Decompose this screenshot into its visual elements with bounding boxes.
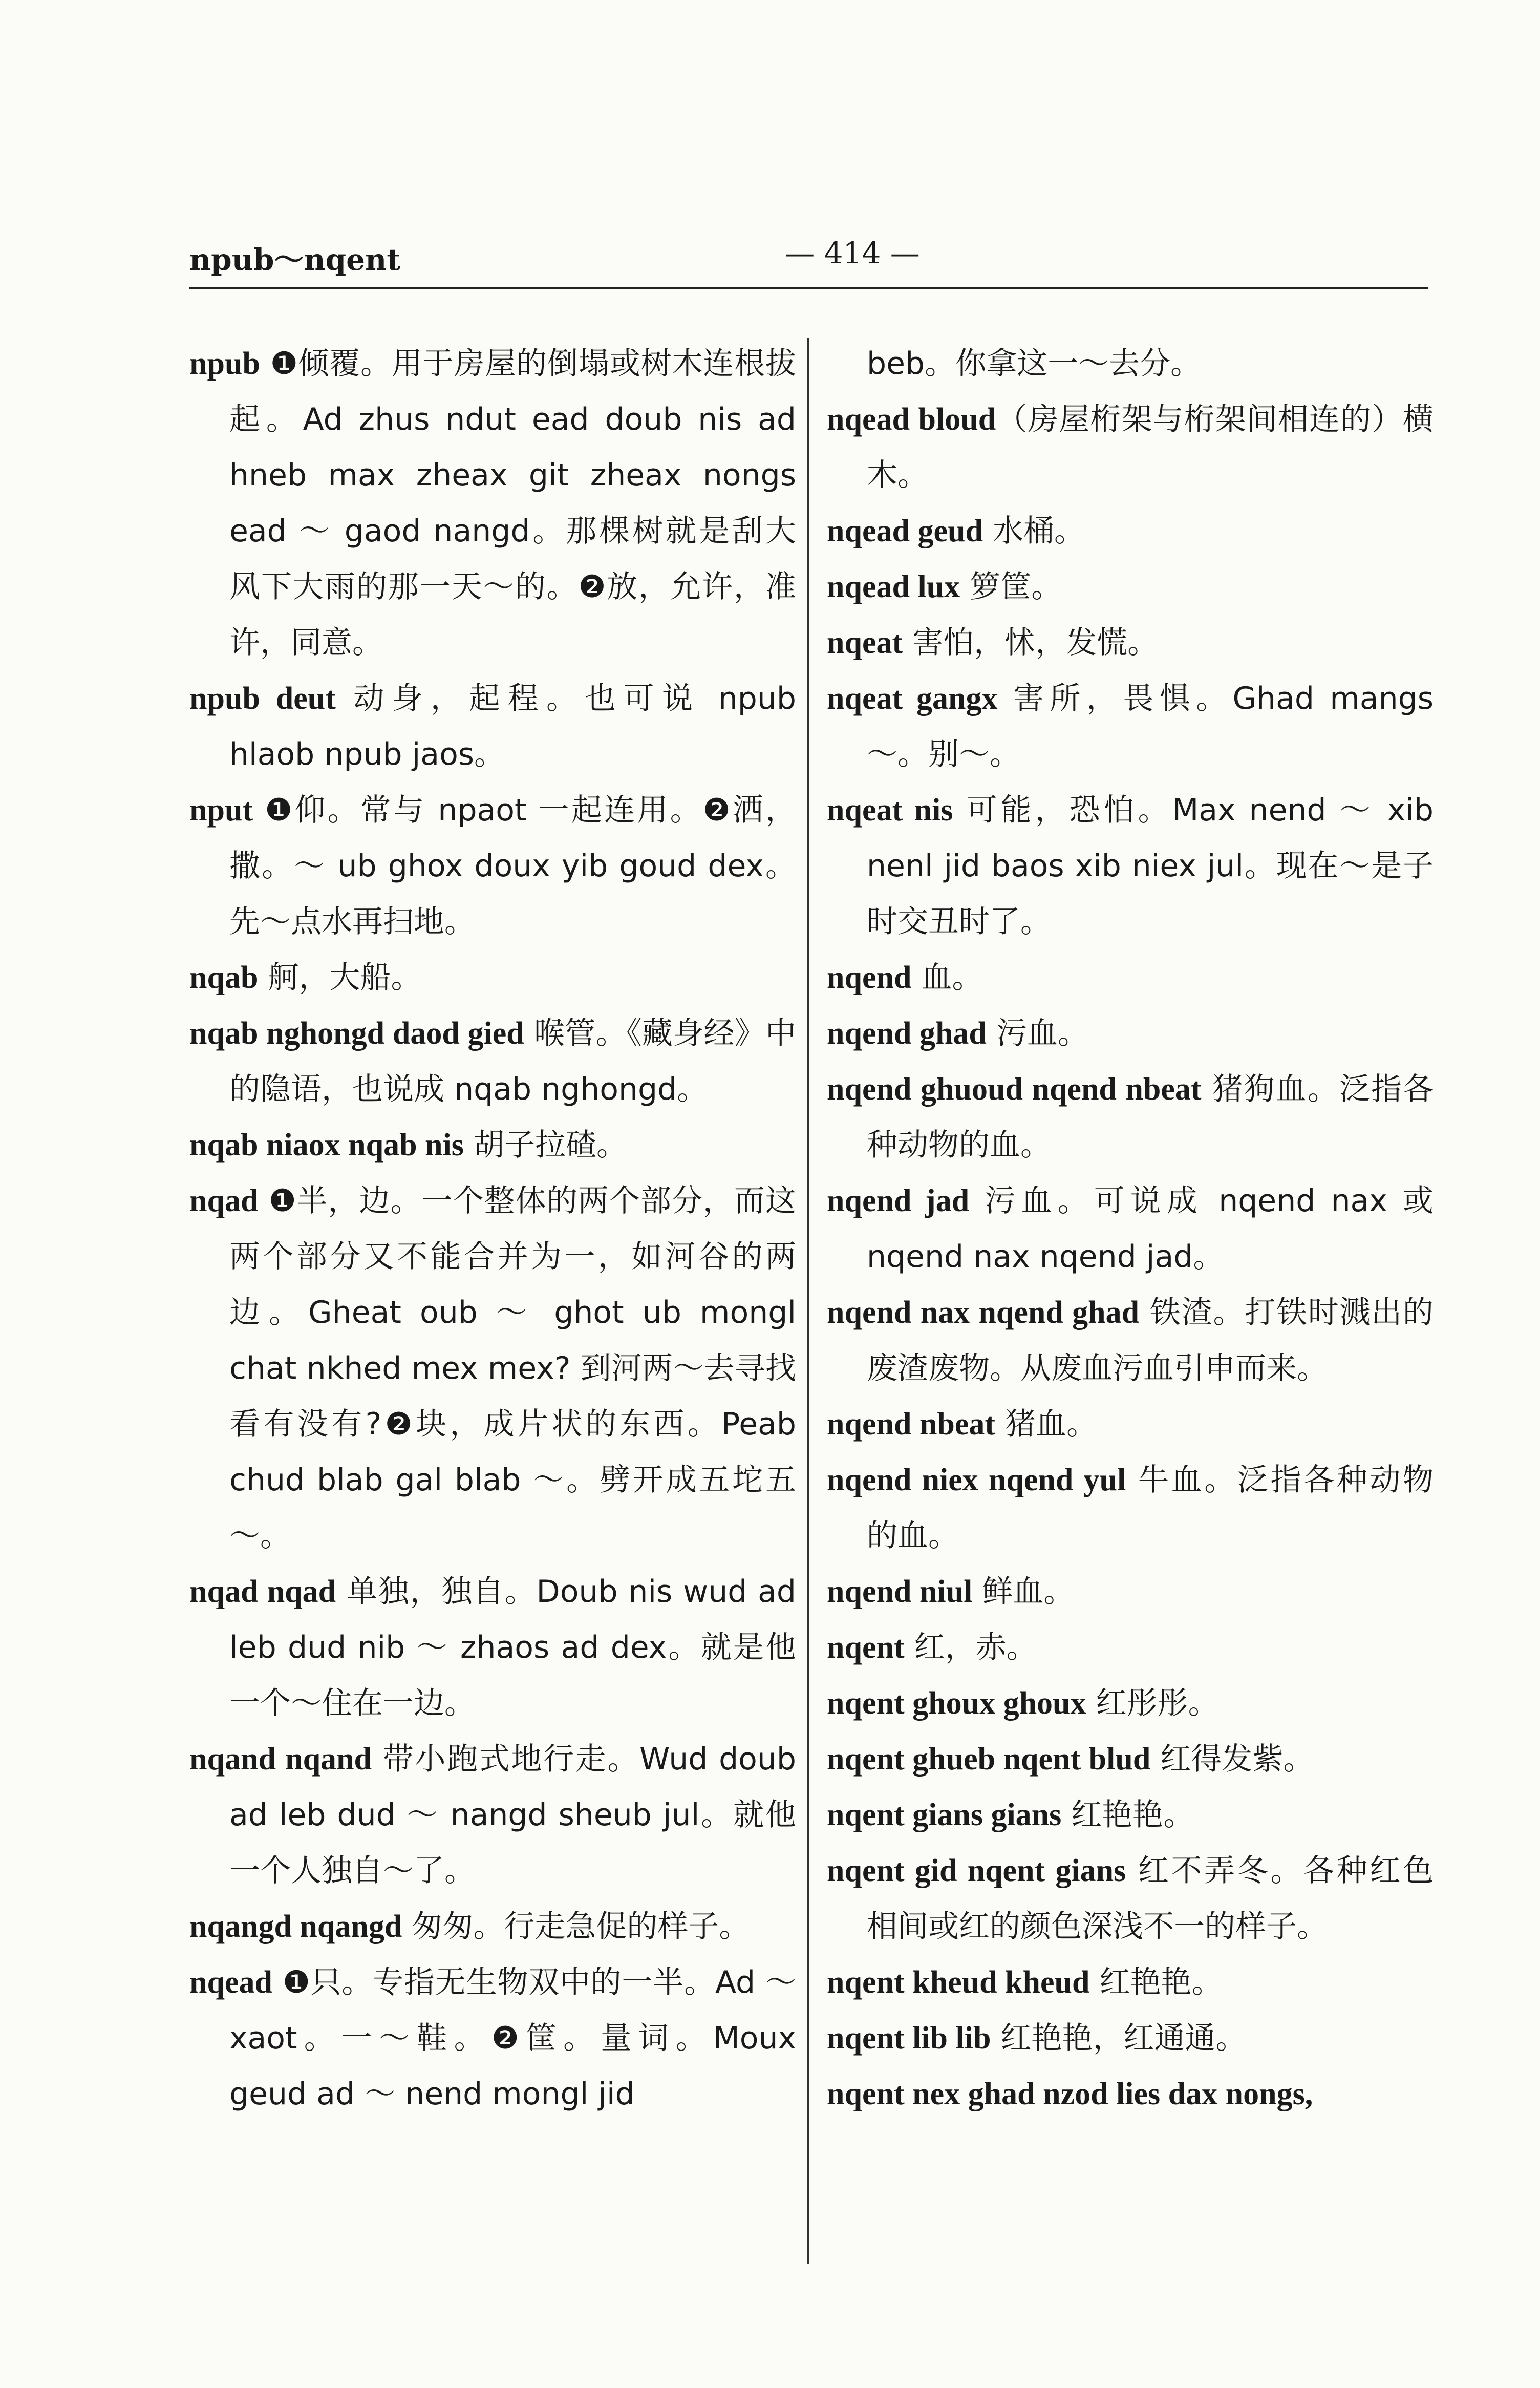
entry-headword: nqab niaox nqab nis — [189, 1128, 464, 1163]
entry-headword: nqent — [827, 1630, 905, 1665]
dictionary-entry — [827, 2066, 1434, 2122]
dictionary-entry — [189, 1173, 796, 1563]
entry-headword: nqead — [189, 1965, 272, 2000]
entry-definition: 水桶。 — [982, 513, 1085, 549]
entry-definition: 红彤彤。 — [1086, 1685, 1219, 1721]
entry-definition: 猪血。 — [995, 1406, 1098, 1442]
entry-headword: nqent gid nqent gians — [827, 1853, 1126, 1888]
entry-definition: 牛血。泛指各种动物的血。 — [867, 1462, 1434, 1554]
dictionary-entry — [827, 782, 1434, 949]
entry-headword: npub — [189, 346, 260, 381]
entry-definition: 污血。 — [986, 1016, 1088, 1051]
entry-headword: nqend jad — [827, 1184, 970, 1218]
dictionary-entry — [827, 1284, 1434, 1396]
dictionary-entry — [189, 335, 796, 670]
entry-headword: nqad — [189, 1184, 259, 1218]
entry-headword: nqent ghueb nqent blud — [827, 1742, 1151, 1777]
entry-definition: ❶倾覆。用于房屋的倒塌或树木连根拔起。Ad zhus ndut ead doub nis ad hneb max zheax git zheax nongs ead ～ gaod nangd。那棵树就是刮大风下大雨的那一天～的。❷放，允许，准许，同意。 — [229, 346, 796, 661]
entry-definition: 猪狗血。泛指各种动物的血。 — [867, 1071, 1434, 1163]
entry-headword: nqent gians gians — [827, 1798, 1062, 1832]
entry-headword: nqent ghoux ghoux — [827, 1686, 1086, 1721]
entry-headword: nqend — [827, 960, 912, 995]
entry-headword: nqeat nis — [827, 793, 953, 828]
dictionary-entry — [827, 1787, 1434, 1843]
page-header — [189, 225, 1428, 282]
dictionary-entry — [189, 782, 796, 949]
entry-headword: nqead geud — [827, 514, 983, 548]
entry-definition: beb。你拿这一～去分。 — [867, 346, 1202, 382]
entry-headword: nqad nqad — [189, 1574, 336, 1609]
entry-headword: nqeat gangx — [827, 681, 998, 716]
dictionary-entry — [827, 559, 1434, 615]
dictionary-entry — [827, 2010, 1434, 2066]
entry-definition: 红，赤。 — [904, 1630, 1037, 1665]
dictionary-entry — [827, 335, 1434, 391]
entry-headword: nqent nex ghad nzod lies dax nongs, — [827, 2077, 1313, 2111]
entry-definition: 害怕，怵，发慌。 — [903, 625, 1159, 661]
entry-headword: nqent lib lib — [827, 2021, 991, 2056]
entry-definition: 舸，大船。 — [258, 960, 422, 996]
running-head: npub～nqent — [189, 242, 401, 277]
dictionary-entry — [827, 1563, 1434, 1619]
entry-definition: 匆匆。行走急促的样子。 — [402, 1909, 750, 1945]
entry-headword: nqab — [189, 960, 259, 995]
entry-definition: 红艳艳。 — [1089, 1964, 1223, 2000]
dictionary-entry — [827, 670, 1434, 782]
dictionary-entry — [827, 391, 1434, 503]
entry-headword: nqend ghad — [827, 1016, 987, 1051]
dictionary-entry — [827, 1954, 1434, 2010]
entry-definition: 污血。可说成 nqend nax 或 nqend nax nqend jad。 — [867, 1183, 1434, 1275]
entry-definition: ❶仰。常与 npaot 一起连用。❷洒，撒。～ ub ghox doux yib goud dex。先～点水再扫地。 — [229, 792, 796, 940]
entry-definition: 红艳艳，红通通。 — [991, 2020, 1247, 2056]
entry-headword: nqend nax nqend ghad — [827, 1295, 1140, 1330]
entry-headword: nput — [189, 793, 253, 828]
entry-definition: 可能，恐怕。Max nend ～ xib nenl jid baos xib niex jul。现在～是子时交丑时了。 — [867, 792, 1434, 940]
entry-definition: 胡子拉碴。 — [463, 1127, 628, 1163]
dictionary-entry — [827, 1173, 1434, 1284]
entry-definition: ❶半，边。一个整体的两个部分，而这两个部分又不能合并为一，如河谷的两边。Gheat oub ～ ghot ub mongl chat nkhed mex mex? 到河两～去寻找看有没有?❷块，成片状的东西。Peab chud blab gal blab ～。劈开成五坨五～。 — [229, 1183, 796, 1554]
entry-definition: （房屋桁架与桁架间相连的）横木。 — [867, 401, 1434, 493]
entry-definition: 红得发紫。 — [1150, 1741, 1314, 1777]
left-column — [189, 335, 796, 2122]
dictionary-entry — [827, 1731, 1434, 1787]
dictionary-entry — [189, 1005, 796, 1117]
dictionary-entry — [827, 1619, 1434, 1675]
column-divider — [807, 338, 809, 2264]
entry-definition: 红艳艳。 — [1061, 1797, 1194, 1833]
entry-definition: 带小跑式地行走。Wud doub ad leb dud ～ nangd sheub jul。就他一个人独自～了。 — [229, 1741, 796, 1889]
dictionary-entry — [827, 1005, 1434, 1061]
dictionary-entry — [189, 949, 796, 1005]
dictionary-entry — [189, 1731, 796, 1898]
entry-headword: nqend niul — [827, 1574, 973, 1609]
dictionary-entry — [189, 1563, 796, 1731]
header-rule — [189, 287, 1428, 289]
dictionary-entry — [827, 1061, 1434, 1173]
entry-headword: nqeat — [827, 625, 903, 660]
entry-headword: nqend niex nqend yul — [827, 1463, 1126, 1497]
entry-headword: nqend ghuoud nqend nbeat — [827, 1072, 1202, 1107]
entry-definition: 鲜血。 — [972, 1574, 1075, 1610]
entry-definition: 动身，起程。也可说 npub hlaob npub jaos。 — [229, 681, 797, 772]
dictionary-entry — [827, 615, 1434, 670]
entry-definition: 血。 — [911, 960, 983, 996]
entry-definition: 单独，独自。Doub nis wud ad leb dud nib ～ zhaos ad dex。就是他一个～住在一边。 — [229, 1574, 797, 1721]
entry-definition: ❶只。专指无生物双中的一半。Ad ～ xaot。一～鞋。❷筐。量词。Moux geud ad ～ nend mongl jid — [229, 1964, 796, 2112]
entry-headword: nqab nghongd daod gied — [189, 1016, 524, 1051]
dictionary-entry — [827, 1452, 1434, 1563]
entry-headword: nqend nbeat — [827, 1407, 996, 1442]
dictionary-entry — [827, 1396, 1434, 1452]
right-column — [827, 335, 1434, 2122]
dictionary-entry — [827, 1843, 1434, 1954]
entry-headword: nqead bloud — [827, 402, 996, 437]
dictionary-entry — [827, 1675, 1434, 1731]
entry-headword: npub deut — [189, 681, 336, 716]
entry-headword: nqangd nqangd — [189, 1909, 402, 1944]
page-number: — 414 — — [785, 236, 920, 270]
dictionary-entry — [189, 1898, 796, 1954]
entry-definition: 红不弄冬。各种红色相间或红的颜色深浅不一的样子。 — [867, 1853, 1434, 1945]
entry-headword: nqent kheud kheud — [827, 1965, 1090, 2000]
dictionary-entry — [189, 1117, 796, 1173]
dictionary-entry — [827, 503, 1434, 559]
entry-headword: nqead lux — [827, 569, 960, 604]
dictionary-entry — [189, 1954, 796, 2122]
entry-definition: 箩筐。 — [960, 569, 1062, 605]
entry-definition: 害所，畏惧。Ghad mangs ～。别～。 — [867, 681, 1434, 772]
dictionary-entry — [189, 670, 796, 782]
dictionary-entry — [827, 949, 1434, 1005]
entry-headword: nqand nqand — [189, 1742, 372, 1777]
entry-definition: 喉管。《藏身经》中的隐语，也说成 nqab nghongd。 — [229, 1016, 796, 1107]
entry-definition: 铁渣。打铁时溅出的废渣废物。从废血污血引申而来。 — [867, 1295, 1434, 1386]
